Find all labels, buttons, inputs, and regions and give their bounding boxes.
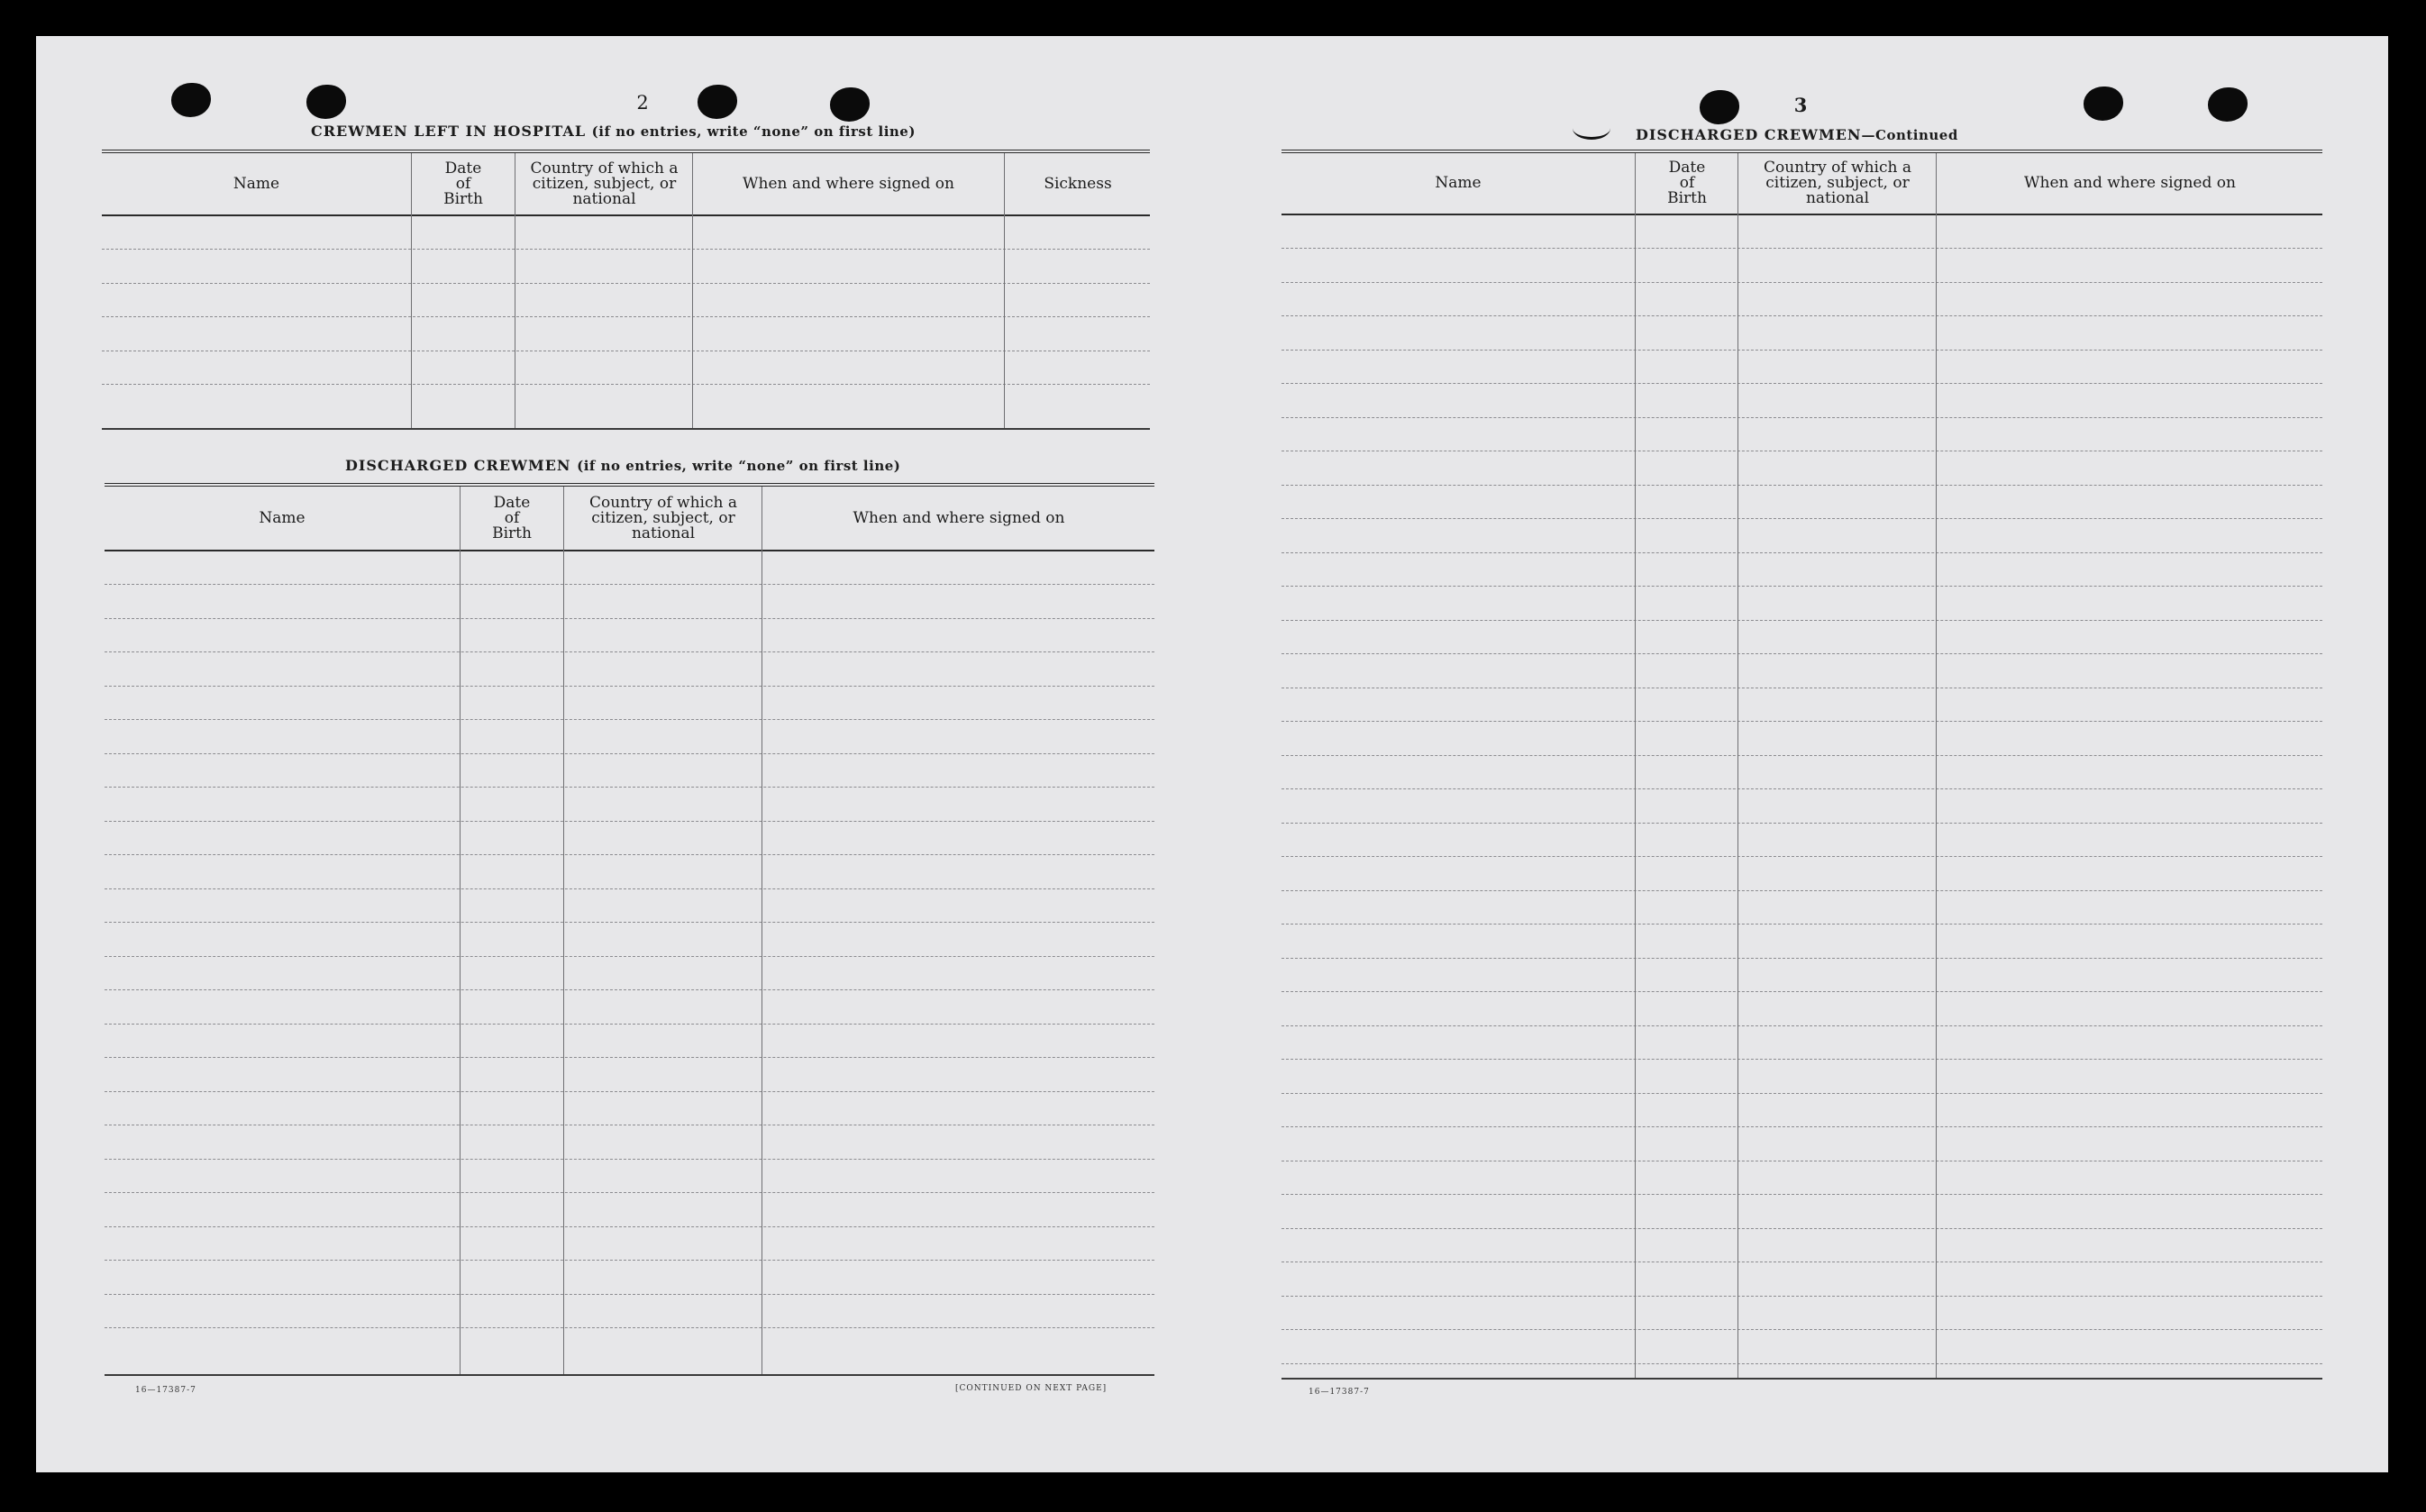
punch-hole [1700,90,1739,124]
punch-hole [306,85,346,119]
header-name: Name [1435,174,1482,192]
column-divider [460,487,461,1375]
right-title-suffix: —Continued [1861,127,1958,143]
punch-hole [2084,87,2123,121]
column-divider [1635,153,1636,1379]
entry-line[interactable] [1281,1126,2322,1127]
page-number-left: 2 [636,92,649,114]
right-section-title [1636,126,1958,143]
entry-line[interactable] [105,719,1154,720]
column-divider [1004,153,1005,429]
discharged-title-text: DISCHARGED CREWMEN [345,457,571,474]
entry-line[interactable] [105,651,1154,652]
entry-line[interactable] [1281,383,2322,384]
entry-line[interactable] [1281,890,2322,891]
entry-line[interactable] [1281,1093,2322,1094]
punch-hole [2208,87,2248,122]
hospital-title-text: CREWMEN LEFT IN HOSPITAL [311,123,587,140]
entry-line[interactable] [1281,924,2322,925]
header-country: Country of which a citizen, subject, or national [530,159,679,208]
hospital-section-title [311,123,916,140]
discharged-section-title [345,457,900,474]
entry-line[interactable] [1281,350,2322,351]
header-sickness: Sickness [1044,174,1112,193]
entry-line[interactable] [102,283,1150,284]
punch-hole [698,85,737,119]
entry-line[interactable] [1281,755,2322,756]
entry-line[interactable] [1281,721,2322,722]
column-divider [411,153,412,429]
entry-line[interactable] [102,316,1150,317]
header-signed-on: When and where signed on [2024,174,2236,192]
entry-line[interactable] [1281,856,2322,857]
hospital-title-note: (if no entries, write “none” on first line) [591,123,916,140]
header-country: Country of which a citizen, subject, or national [1764,159,1911,207]
entry-line[interactable] [102,384,1150,385]
entry-line[interactable] [105,1192,1154,1193]
hospital-table [102,150,1150,429]
entry-line[interactable] [105,821,1154,822]
entry-line[interactable] [1281,315,2322,316]
table-bottom-rule [102,428,1150,430]
discharged-continued-header [1281,153,2322,215]
entry-line[interactable] [1281,417,2322,418]
entry-line[interactable] [105,584,1154,585]
entry-line[interactable] [105,1057,1154,1058]
discharged-table [105,483,1154,1375]
entry-line[interactable] [105,956,1154,957]
form-number-left: 16—17387-7 [135,1386,196,1395]
entry-line[interactable] [105,618,1154,619]
entry-line[interactable] [1281,991,2322,992]
header-date-of-birth: Date of Birth [1667,159,1707,207]
entry-line[interactable] [1281,1329,2322,1330]
table-bottom-rule [1281,1378,2322,1380]
header-name: Name [233,174,280,193]
entry-line[interactable] [105,854,1154,855]
column-divider [1936,153,1937,1379]
entry-line[interactable] [1281,1059,2322,1060]
entry-line[interactable] [1281,788,2322,789]
entry-line[interactable] [105,787,1154,788]
entry-line[interactable] [105,1260,1154,1261]
header-signed-on: When and where signed on [853,508,1065,527]
discharged-title-note: (if no entries, write “none” on first line) [577,458,901,474]
header-name: Name [259,508,306,527]
hospital-table-header [102,153,1150,216]
header-date-of-birth: Date of Birth [443,159,483,208]
punch-hole [1573,117,1610,140]
discharged-continued-table [1281,150,2322,1379]
entry-line[interactable] [1281,1228,2322,1229]
entry-line[interactable] [105,1159,1154,1160]
entry-line[interactable] [105,989,1154,990]
punch-hole [830,87,870,122]
entry-line[interactable] [105,1294,1154,1295]
entry-line[interactable] [1281,823,2322,824]
entry-line[interactable] [1281,552,2322,553]
entry-line[interactable] [1281,1363,2322,1364]
entry-line[interactable] [1281,518,2322,519]
entry-line[interactable] [1281,620,2322,621]
entry-line[interactable] [105,1091,1154,1092]
entry-line[interactable] [105,686,1154,687]
header-signed-on: When and where signed on [743,174,954,193]
entry-line[interactable] [1281,1194,2322,1195]
entry-line[interactable] [1281,653,2322,654]
entry-line[interactable] [105,1024,1154,1025]
entry-line[interactable] [1281,485,2322,486]
entry-line[interactable] [105,1226,1154,1227]
entry-line[interactable] [102,249,1150,250]
entry-line[interactable] [105,922,1154,923]
entry-line[interactable] [1281,958,2322,959]
discharged-table-header [105,487,1154,551]
entry-line[interactable] [105,888,1154,889]
entry-line[interactable] [1281,1296,2322,1297]
entry-line[interactable] [1281,586,2322,587]
column-divider [1737,153,1738,1379]
right-title-text: DISCHARGED CREWMEN [1636,126,1862,143]
continued-note: [CONTINUED ON NEXT PAGE] [955,1384,1108,1393]
table-bottom-rule [105,1374,1154,1376]
column-divider [692,153,693,429]
entry-line[interactable] [1281,248,2322,249]
entry-line[interactable] [105,753,1154,754]
column-divider [563,487,564,1375]
header-date-of-birth: Date of Birth [492,493,532,542]
page-number-right: 3 [1793,94,1808,116]
punch-hole [171,83,211,117]
form-number-right: 16—17387-7 [1309,1388,1370,1397]
entry-line[interactable] [105,1327,1154,1328]
form-sheet [36,36,2388,1472]
header-country: Country of which a citizen, subject, or national [589,493,737,542]
entry-line[interactable] [1281,1025,2322,1026]
entry-line[interactable] [1281,282,2322,283]
